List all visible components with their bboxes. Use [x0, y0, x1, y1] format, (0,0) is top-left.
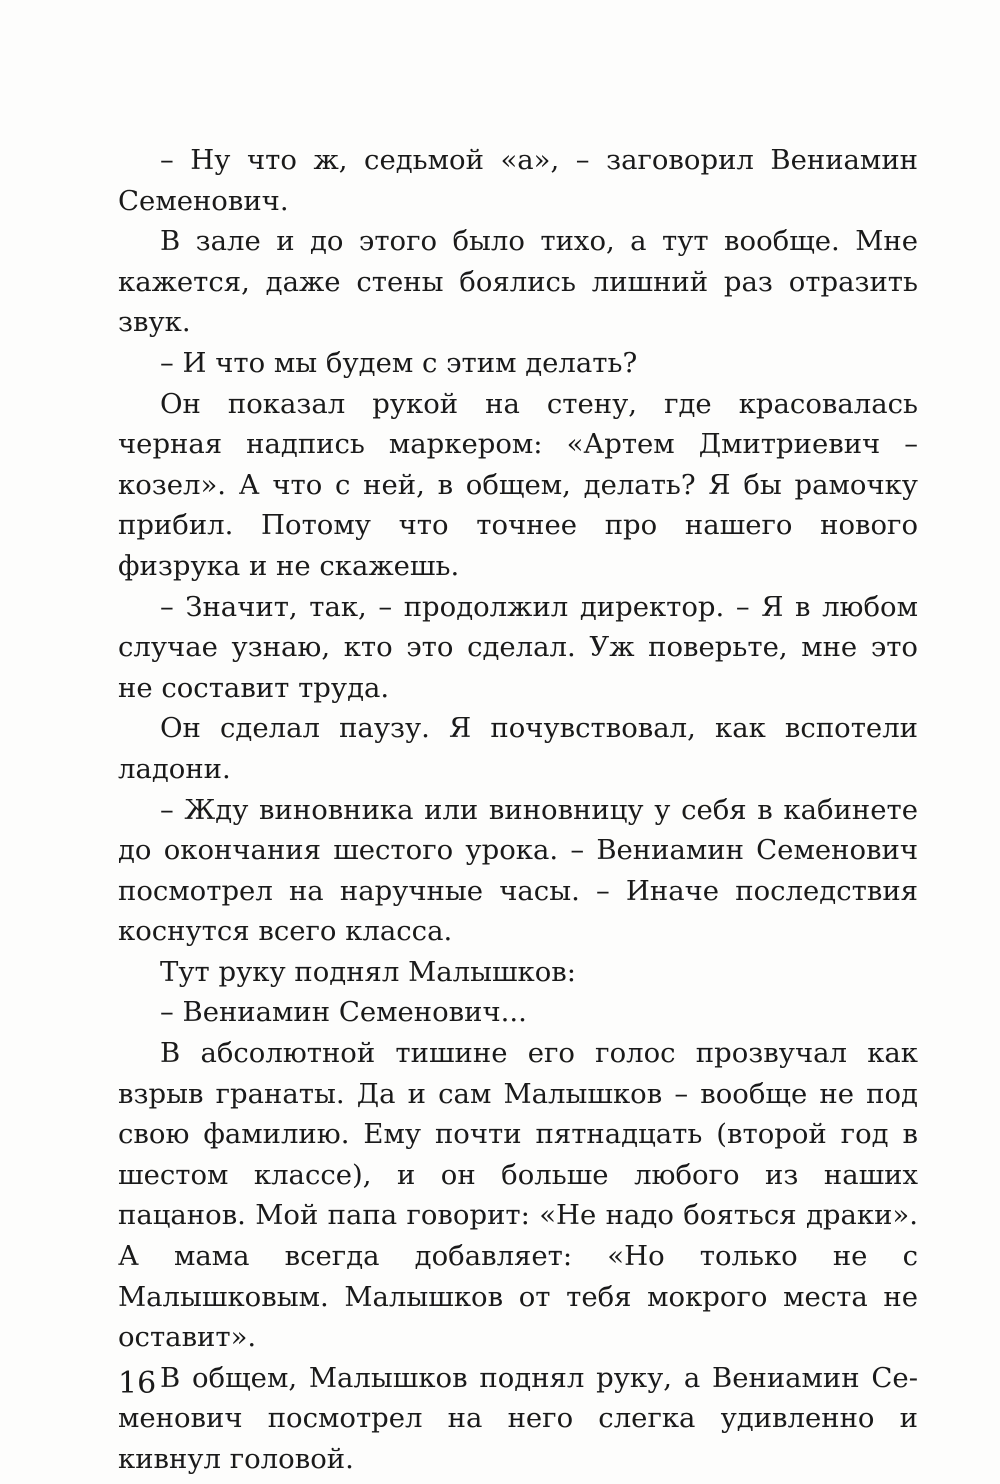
paragraph: – Ну что ж, седьмой «а», – заговорил Вениамин Семенович.	[118, 144, 918, 217]
paragraph: – Жду виновника или виновницу у себя в кабинете до окончания шестого урока. – Вениамин Семенович посмотрел на наручные часы. – Иначе последствия коснутся всего класса.	[118, 793, 918, 948]
body-text	[118, 140, 918, 1480]
paragraph: – И что мы будем с этим делать?	[160, 346, 638, 379]
paragraph: Тут руку поднял Малышков:	[160, 955, 577, 988]
paragraph: Он сделал паузу. Я почувствовал, как вспотели ладони.	[118, 712, 918, 785]
page-number: 16	[118, 1366, 157, 1401]
paragraph: – Значит, так, – продолжил директор. – Я в любом случае узнаю, кто это сделал. Уж поверьте, мне это не составит труда.	[118, 590, 918, 704]
paragraph: В зале и до этого было тихо, а тут вообще. Мне кажется, даже стены боялись лишний раз отразить звук.	[118, 225, 918, 339]
paragraph: В абсолютной тишине его голос прозвучал как взрыв гранаты. Да и сам Малышков – вообще не под свою фамилию. Ему почти пятнадцать (второй год в шестом классе), и он больше любого из наших пацанов. Мой папа говорит: «Не надо бояться драки». А мама всегда добавляет: «Но только не с Малышковым. Малышков от тебя мокрого места не оставит».	[118, 1037, 918, 1354]
paragraph: – Вениамин Семенович...	[160, 996, 527, 1029]
paragraph: Он показал рукой на стену, где красовалась черная надпись маркером: «Артем Дмитриевич – козел». А что с ней, в общем, делать? Я бы рамочку прибил. Потому что точнее про нашего нового физрука и не скажешь.	[118, 387, 918, 582]
paragraph: В общем, Малышков поднял руку, а Вениамин Семенович посмотрел на него слегка удивленно и кивнул головой.	[118, 1361, 918, 1475]
